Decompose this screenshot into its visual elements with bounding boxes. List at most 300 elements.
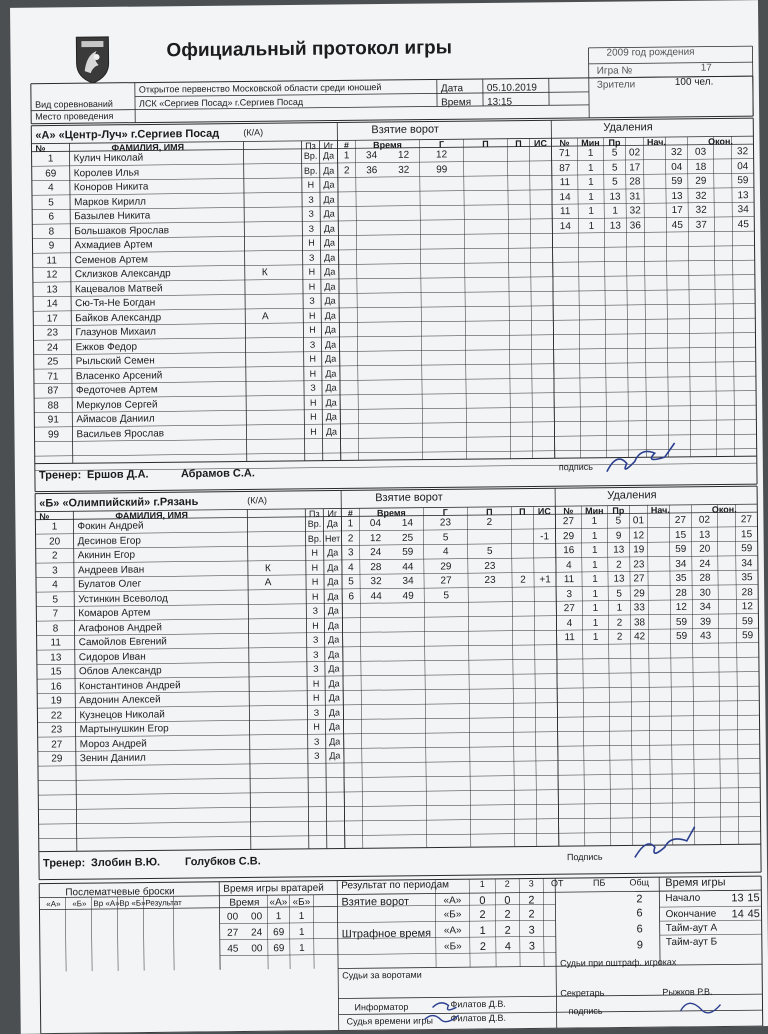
position-column-header: Пз [301, 141, 319, 151]
player-plays: Да [320, 150, 338, 160]
player-number: 91 [34, 414, 72, 425]
goalie-b: 1 [290, 927, 314, 938]
penalty-cell: 1 [582, 603, 608, 614]
goal-column-header: П [507, 138, 529, 148]
goal-cell: 4 [342, 562, 360, 573]
pim-summary-label: Штрафное время [342, 928, 432, 941]
goal-column-header: ИС [533, 506, 555, 516]
spectators-count: 100 чел. [675, 77, 714, 88]
player-number: 71 [34, 371, 72, 382]
number-column-header: № [35, 144, 45, 154]
player-number: 7 [36, 608, 74, 619]
penalty-column-header: Нач. [625, 137, 687, 148]
penalties-section-title: Удаления [603, 121, 653, 134]
coach-name: Злобин В.Ю. [91, 856, 160, 869]
player-position: Н [306, 591, 324, 601]
goal-judges-label: Судьи за воротами [342, 970, 422, 981]
penalty-cell: 35 [736, 572, 758, 583]
period-column-header: 3 [519, 878, 543, 888]
goalie-time-title: Время игры вратарей [223, 883, 324, 895]
penalty-cell: 13 [608, 573, 630, 584]
player-name: Комаров Артем [78, 607, 150, 619]
penalty-cell: 29 [630, 588, 648, 599]
player-number: 1 [32, 153, 70, 164]
penalties-section-title: Удаления [607, 489, 657, 502]
penalty-column-header: Пр [603, 137, 625, 147]
goal-cell: +1 [534, 574, 556, 585]
end-label: Окончание [665, 909, 716, 921]
end-minute: 45 [747, 908, 759, 920]
penalty-cell: 17 [626, 162, 644, 173]
date-label: Дата [441, 83, 463, 94]
player-number: 22 [37, 710, 75, 721]
player-name: Сю-Тя-Не Богдан [75, 297, 155, 309]
penalty-cell: 1 [578, 220, 604, 231]
assistant-coach-name: Абрамов С.А. [181, 467, 255, 480]
player-position: Н [304, 368, 322, 378]
game-number: 17 [701, 63, 712, 74]
goal-cell: 2 [338, 165, 356, 176]
team-tag: «Б» [437, 909, 467, 920]
penalty-cell: 04 [666, 161, 688, 172]
player-number: 14 [33, 298, 71, 309]
player-position: Н [304, 397, 322, 407]
player-plays: Да [325, 692, 343, 702]
goalie-time-min: 45 [222, 944, 244, 955]
player-position: З [307, 635, 325, 645]
goals-section-title: Взятие ворот [375, 491, 443, 504]
period-cell: 2 [470, 941, 496, 953]
penalty-cell: 11 [552, 206, 578, 217]
penalty-cell: 24 [692, 558, 718, 569]
player-number: 5 [32, 197, 70, 208]
player-name: Устинкин Всеволод [78, 593, 168, 605]
penalty-cell: 1 [582, 545, 608, 556]
player-position: Н [304, 354, 322, 364]
goal-column-header: Время [355, 140, 419, 151]
player-plays: Да [321, 295, 339, 305]
penalty-cell: 27 [630, 573, 648, 584]
player-number: 87 [34, 385, 72, 396]
secretary-name: Рыжков Р.В. [662, 987, 712, 998]
captain-column-header: (К/А) [247, 495, 267, 505]
penalty-cell: 27 [735, 514, 757, 525]
player-plays: Да [326, 721, 344, 731]
penalty-cell: 12 [736, 601, 758, 612]
goalie-time-sec: 00 [245, 911, 267, 922]
goal-cell: 5 [468, 546, 512, 557]
penalty-cell: 15 [736, 529, 758, 540]
goal-cell: 24 [360, 547, 392, 558]
goal-cell: 44 [392, 561, 424, 572]
penalty-cell: 04 [732, 161, 754, 172]
player-position: Н [304, 412, 322, 422]
penalty-cell: 02 [691, 515, 717, 526]
penalty-cell: 71 [552, 148, 578, 159]
penalty-cell: 59 [732, 175, 754, 186]
penalty-cell: 38 [630, 617, 648, 628]
player-position: З [307, 664, 325, 674]
penalty-cell: 32 [666, 147, 688, 158]
period-column-header: ОТ [543, 878, 571, 888]
penalty-cell: 45 [666, 219, 688, 230]
player-plays: Да [321, 252, 339, 262]
coach-label: Тренер: [43, 857, 85, 869]
player-position: З [303, 252, 321, 262]
player-name: Кулич Николай [74, 153, 144, 165]
secretary-label: Секретарь [560, 988, 604, 998]
player-name: Зенин Даниил [80, 753, 146, 765]
venue-name: ЛСК «Сергиев Посад» г.Сергиев Посад [139, 97, 303, 109]
goal-cell: 25 [392, 532, 424, 543]
player-name: Ахмадиев Артем [74, 239, 152, 251]
penalty-cell: 13 [732, 190, 754, 201]
penalty-cell: 59 [671, 631, 693, 642]
player-number: 19 [37, 695, 75, 706]
penalty-cell: 30 [692, 587, 718, 598]
penalty-cell: 13 [692, 529, 718, 540]
penalty-cell: 32 [688, 205, 714, 216]
shootout-column-header: Результат [145, 898, 173, 907]
name-column-header: ФАМИЛИЯ, ИМЯ [111, 142, 184, 153]
player-position: З [303, 296, 321, 306]
goalie-a: 1 [267, 911, 289, 922]
goalie-b: 1 [289, 911, 313, 922]
player-plays: Да [322, 368, 340, 378]
player-position: З [302, 209, 320, 219]
penalty-cell: 59 [736, 616, 758, 627]
player-name: Базылев Никита [74, 210, 150, 222]
player-number: 17 [33, 313, 71, 324]
penalty-cell: 2 [608, 559, 630, 570]
penalty-cell: 12 [630, 530, 648, 541]
player-number: 13 [33, 284, 71, 295]
player-role: А [245, 311, 285, 322]
goal-cell: 23 [468, 560, 512, 571]
penalty-cell: 5 [607, 515, 629, 526]
penalty-cell: 27 [555, 516, 581, 527]
player-number: 15 [37, 666, 75, 677]
goal-column-header: # [341, 508, 359, 518]
goal-cell: 1 [338, 150, 356, 161]
player-plays: Да [324, 576, 342, 586]
player-position: Н [302, 238, 320, 248]
goal-cell: 59 [392, 547, 424, 558]
signature-label-a: подпись [559, 462, 593, 472]
player-position: Вр. [305, 519, 323, 529]
goal-cell: 49 [392, 590, 424, 601]
shootout-column-header: Вр «А» [93, 899, 117, 908]
player-plays: Да [320, 237, 338, 247]
penalty-column-header: Окон. [691, 504, 757, 515]
player-name: Ежков Федор [76, 341, 138, 353]
player-name: Авдонин Алексей [79, 694, 161, 706]
player-name: Рыльский Семен [76, 355, 155, 367]
player-plays: Да [321, 281, 339, 291]
timekeeper-label: Судья времени игры [347, 1016, 433, 1027]
penalty-cell: 19 [630, 544, 648, 555]
period-cell: 0 [495, 895, 519, 907]
penalty-cell: 32 [626, 205, 644, 216]
penalty-cell: 87 [552, 162, 578, 173]
player-number: 27 [38, 739, 76, 750]
penalty-cell: 03 [688, 147, 714, 158]
penalty-cell: 59 [737, 630, 759, 641]
goal-cell: 5 [424, 532, 468, 543]
player-name: Сидоров Иван [79, 651, 146, 663]
goal-cell: 1 [341, 518, 359, 529]
player-plays: Да [325, 678, 343, 688]
goalie-time-column-header: Время [221, 897, 267, 908]
penalty-cell: 27 [556, 603, 582, 614]
penalty-cell: 32 [688, 190, 714, 201]
period-column-header: Общ [619, 877, 659, 887]
player-position: Н [303, 267, 321, 277]
penalty-cell: 02 [626, 147, 644, 158]
player-plays: Да [323, 518, 341, 528]
penalty-cell: 1 [578, 177, 604, 188]
penalty-cell: 13 [604, 220, 626, 231]
penalty-cell: 39 [692, 616, 718, 627]
period-cell: 2 [519, 894, 543, 906]
player-position: Н [308, 722, 326, 732]
player-plays: Да [325, 649, 343, 659]
goal-column-header: ИС [529, 138, 551, 148]
penalty-cell: 34 [736, 558, 758, 569]
penalty-cell: 20 [692, 544, 718, 555]
penalty-cell: 36 [626, 220, 644, 231]
period-column-header: 2 [495, 879, 519, 889]
player-position: З [302, 223, 320, 233]
player-number: 1 [35, 521, 73, 532]
player-position: З [307, 649, 325, 659]
player-plays: Да [320, 179, 338, 189]
player-name: Семенов Артем [75, 254, 148, 266]
goalie-a: 69 [268, 927, 290, 938]
player-number: 16 [37, 681, 75, 692]
player-position: З [306, 606, 324, 616]
penalty-cell: 16 [556, 545, 582, 556]
player-name: Агафонов Андрей [78, 622, 161, 634]
informer-name: Филатов Д.В. [450, 999, 505, 1010]
goal-cell: 5 [424, 590, 468, 601]
penalty-judges-label: Судьи при оштраф. игроках [560, 957, 676, 968]
plays-column-header: Иг [319, 140, 337, 150]
team-title: «А» «Центр-Луч» г.Сергиев Посад [35, 128, 219, 142]
player-plays: Да [326, 736, 344, 746]
penalty-cell: 15 [670, 529, 692, 540]
player-name: Склизков Александр [75, 268, 171, 280]
penalty-column-header: Нач. [629, 505, 691, 516]
player-name: Глазунов Михаил [75, 326, 156, 338]
goal-cell: 4 [424, 546, 468, 557]
penalty-cell: 1 [578, 191, 604, 202]
player-position: Вр. [302, 151, 320, 161]
penalty-cell: 29 [688, 176, 714, 187]
player-number: 11 [33, 255, 71, 266]
goal-cell: 2 [467, 517, 511, 528]
penalty-cell: 28 [670, 587, 692, 598]
penalty-column-header: Пр [607, 505, 629, 515]
player-number: 25 [34, 356, 72, 367]
player-number: 4 [36, 579, 74, 590]
penalty-cell: 37 [688, 219, 714, 230]
goal-cell: 34 [356, 150, 388, 161]
period-cell: 9 [620, 939, 660, 951]
start-minute: 15 [747, 892, 759, 904]
timekeeper-name: Филатов Д.В. [451, 1013, 506, 1024]
player-number: 23 [33, 327, 71, 338]
player-position: Н [303, 281, 321, 291]
player-number: 5 [36, 594, 74, 605]
goal-cell: 44 [360, 590, 392, 601]
player-number: 29 [38, 753, 76, 764]
player-number: 11 [37, 637, 75, 648]
penalty-cell: 1 [578, 162, 604, 173]
period-cell: 3 [520, 940, 544, 952]
penalty-cell: 11 [552, 177, 578, 188]
player-position: Н [303, 325, 321, 335]
penalty-cell: 59 [736, 543, 758, 554]
goal-cell: 32 [388, 164, 420, 175]
captain-column-header: (К/А) [243, 127, 263, 137]
player-plays: Да [322, 426, 340, 436]
period-cell: 4 [496, 941, 520, 953]
player-name: Самойлов Евгений [79, 636, 167, 648]
penalty-cell: 13 [666, 190, 688, 201]
goal-cell: 5 [342, 576, 360, 587]
penalty-cell: 1 [581, 516, 607, 527]
player-number: 4 [32, 182, 70, 193]
goal-column-header: П [463, 139, 507, 149]
penalty-cell: 2 [609, 631, 631, 642]
spectators-label: Зрители [597, 79, 635, 90]
timeout-a-label: Тайм-аут А [666, 923, 718, 935]
goal-cell: 99 [420, 164, 464, 175]
goal-column-header: П [511, 506, 533, 516]
period-cell: 6 [620, 923, 660, 935]
penalty-cell: 5 [604, 162, 626, 173]
player-name: Акинин Егор [78, 550, 135, 562]
goalie-a: 69 [268, 943, 290, 954]
venue-label: Место проведения [35, 111, 113, 122]
goalie-time-sec: 24 [246, 927, 268, 938]
team-tag: «А» [438, 925, 468, 936]
player-name: Марков Кирилл [74, 196, 146, 208]
player-name: Байков Александр [75, 312, 161, 324]
player-plays: Да [322, 382, 340, 392]
penalty-cell: 5 [604, 147, 626, 158]
assistant-coach-name: Голубков С.В. [185, 855, 261, 868]
player-position: Вр. [302, 165, 320, 175]
informer-label: Информатор [354, 1002, 408, 1013]
position-column-header: Пз [305, 509, 323, 519]
penalty-cell: 13 [608, 544, 630, 555]
period-cell: 2 [619, 893, 659, 905]
birth-year: 2009 год рождения [606, 47, 694, 59]
period-cell: 2 [519, 908, 543, 920]
player-position: Н [306, 620, 324, 630]
goal-cell: 6 [342, 591, 360, 602]
penalty-cell: 4 [556, 617, 582, 628]
goal-cell: 3 [342, 547, 360, 558]
timeout-b-label: Тайм-аут Б [666, 937, 718, 949]
penalty-column-header: Окон. [687, 136, 753, 147]
player-name: Мороз Андрей [80, 738, 147, 750]
player-name: Меркулов Сергей [76, 399, 157, 411]
goal-cell: 27 [424, 575, 468, 586]
penalty-cell: 28 [736, 587, 758, 598]
penalty-cell: 1 [582, 617, 608, 628]
penalty-cell: 28 [692, 573, 718, 584]
penalty-cell: 33 [630, 602, 648, 613]
penalty-cell: 23 [630, 559, 648, 570]
player-name: Большаков Ярослав [74, 225, 169, 237]
game-number-label: Игра № [597, 65, 633, 76]
goalie-time-column-header: «А» [267, 897, 289, 908]
goalie-time-sec: 00 [246, 943, 268, 954]
penalty-cell: 12 [670, 602, 692, 613]
coach-name: Ершов Д.А. [87, 468, 149, 481]
goal-cell: 23 [468, 575, 512, 586]
penalty-cell: 59 [666, 176, 688, 187]
goalie-b: 1 [290, 943, 314, 954]
goal-column-header: Время [359, 508, 423, 519]
team-tag: «Б» [438, 941, 468, 952]
goal-cell: 32 [360, 576, 392, 587]
start-hour: 13 [731, 892, 743, 904]
player-plays: Да [322, 339, 340, 349]
player-name: Мартынушкин Егор [80, 723, 169, 735]
player-position: Н [302, 180, 320, 190]
sign-label-bottom: подпись [569, 1006, 603, 1016]
competition-label: Вид соревнований [35, 99, 113, 110]
penalty-cell: 14 [552, 220, 578, 231]
player-plays: Да [322, 397, 340, 407]
goal-cell: 12 [388, 150, 420, 161]
player-plays: Да [322, 411, 340, 421]
game-time-title: Время игры [665, 876, 725, 889]
player-position: З [304, 339, 322, 349]
player-position: Н [306, 577, 324, 587]
period-cell: 1 [470, 925, 496, 937]
player-role: А [248, 577, 288, 588]
player-name: Булатов Олег [78, 579, 141, 591]
plays-column-header: Иг [323, 508, 341, 518]
penalty-cell: 1 [582, 530, 608, 541]
player-position: З [308, 736, 326, 746]
player-name: Королев Илья [74, 167, 140, 179]
player-name: Андреев Иван [78, 564, 144, 576]
player-plays: Да [325, 663, 343, 673]
goals-summary-label: Взятие ворот [341, 896, 431, 909]
penalty-cell: 01 [629, 515, 647, 526]
shootout-column-header: «А» [41, 899, 65, 908]
penalty-cell: 1 [582, 574, 608, 585]
shootout-column-header: Вр «Б» [119, 899, 143, 908]
penalty-cell: 17 [666, 205, 688, 216]
player-position: З [307, 707, 325, 717]
goalie-time-min: 00 [221, 912, 243, 923]
goal-column-header: Г [423, 507, 467, 517]
player-name: Коноров Никита [74, 181, 149, 193]
player-number: 99 [34, 429, 72, 440]
player-name: Кацевалов Матвей [75, 283, 163, 295]
player-number: 20 [36, 536, 74, 547]
period-cell: 0 [469, 895, 495, 907]
player-number: 8 [32, 226, 70, 237]
penalty-cell: 42 [631, 631, 649, 642]
